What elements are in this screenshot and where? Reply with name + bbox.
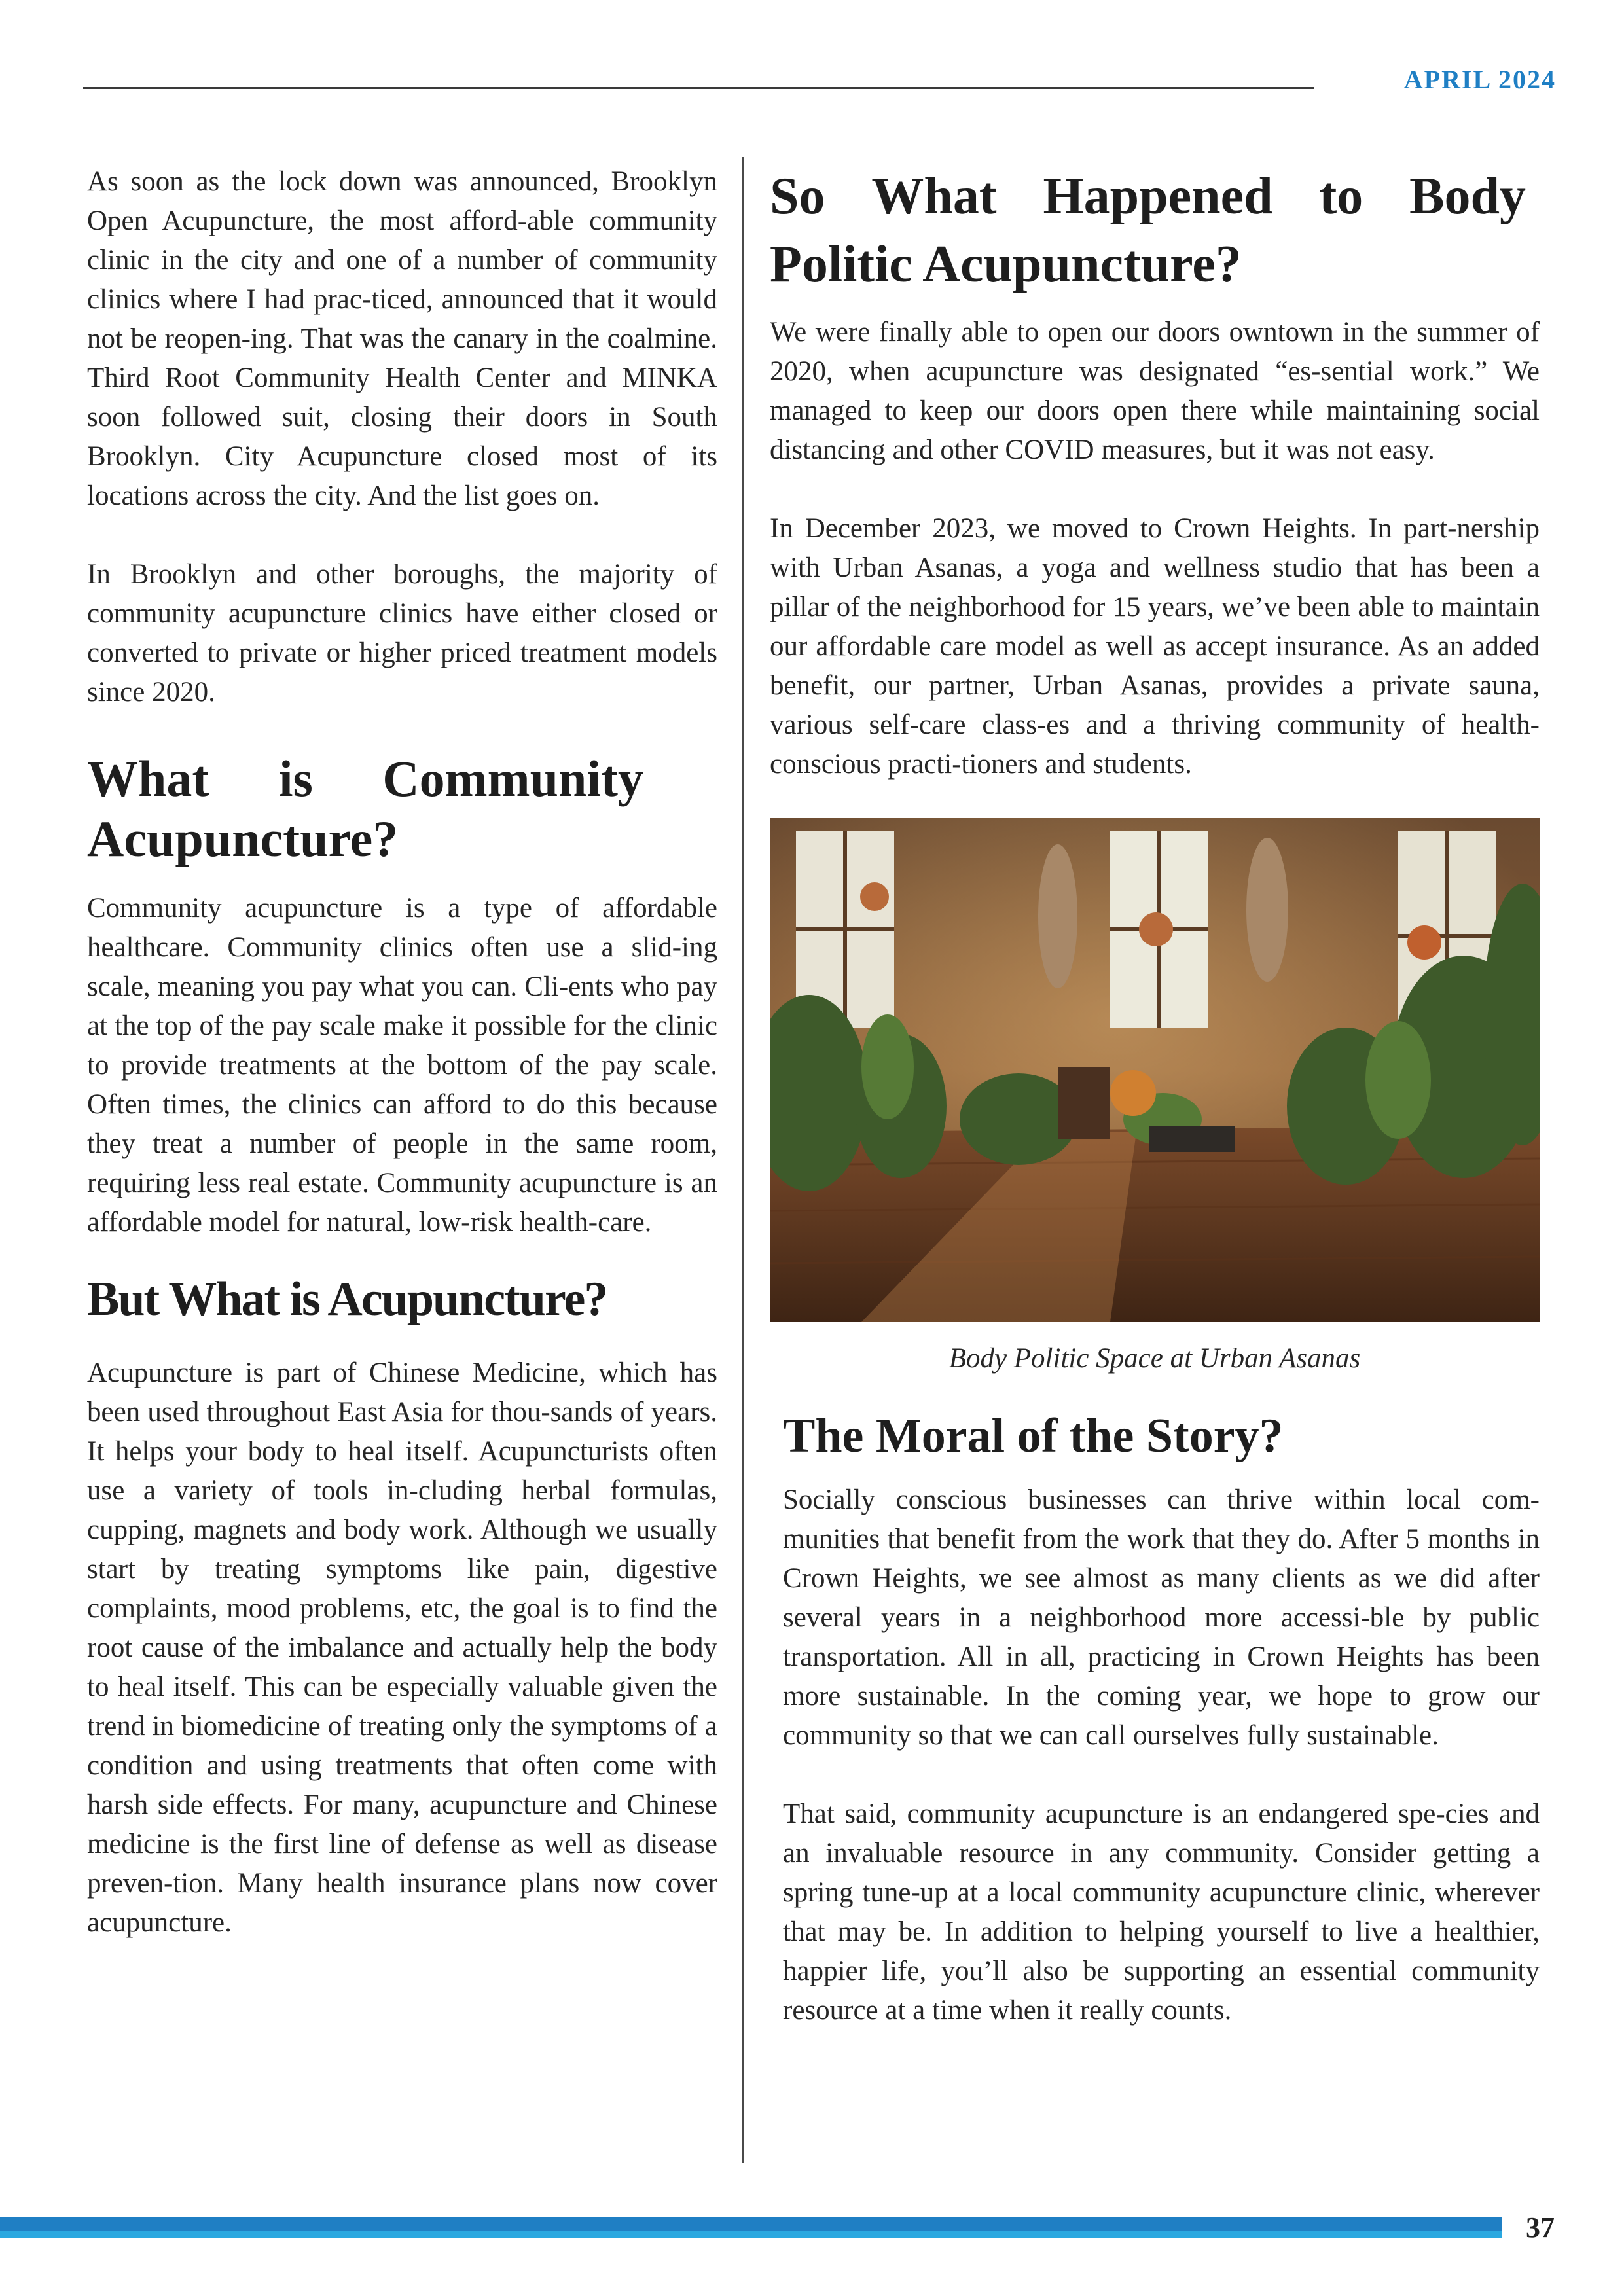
paragraph-crown-heights: In December 2023, we moved to Crown Heights. In part-nership with Urban Asanas, a yoga and wellness studio that has been a pillar of the neighborhood for 15 years, we’ve been able to maintain our affordable care model as well as accept insurance. As an added benefit, our partner, Urban Asanas, provides a private sauna, various self-care class-es and a thriving community of health-conscious practi-tioners and students. [770, 513, 1540, 780]
paragraph-lockdown: As soon as the lock down was announced, Brooklyn Open Acupuncture, the most afford-able community clinic in the city and one of a number of community clinics where I had prac-ticed, announced that it would not be reopen-ing. That was the canary in the coalmine. Third Root Community Health Center and MINKA soon followed suit, closing their doors in South Brooklyn. City Acupuncture closed most of its locations across the city. And the list goes on. [87, 166, 717, 511]
heading-word: to [1319, 168, 1363, 225]
heading-moral-of-the-story: The Moral of the Story? [783, 1409, 1284, 1463]
heading-word: Happened [1043, 168, 1273, 225]
heading-word: What [87, 750, 209, 807]
column-divider [742, 157, 744, 2163]
heading-word: What [871, 168, 997, 225]
heading-body-politic [770, 162, 1540, 298]
paragraph-acupuncture: Acupuncture is part of Chinese Medicine, which has been used throughout East Asia for thou-sands of years. It helps your body to heal itself. Acupuncturists often use a variety of tools in-cluding herbal formulas, cupping, magnets and body work. Although we usually start by treating symptoms like pain, digestive complaints, mood problems, etc, the goal is to find the root cause of the imbalance and actually help the body to heal itself. This can be especially valuable given the trend in biomedicine of treating only the symptoms of a condition and using treatments that often come with harsh side effects. For many, acupuncture and Chinese medicine is the first line of defense as well as disease preven-tion. Many health insurance plans now cover acupuncture. [87, 1357, 717, 1938]
studio-photo [770, 818, 1540, 1322]
paragraph-socially-conscious: Socially conscious businesses can thrive within local com-munities that benefit from the work that they do. After 5 months in Crown Heights, we see almost as many clients as we did after several years in a neighborhood more accessi-ble by public transportation. All in all, practicing in Crown Heights has been more sustainable. In the coming year, we hope to grow our community so that we can call ourselves fully sustainable. [783, 1484, 1540, 1751]
paragraph-boroughs: In Brooklyn and other boroughs, the majority of community acupuncture clinics have either closed or converted to private or higher priced treatment models since 2020. [87, 559, 717, 708]
heading-word: So [770, 168, 825, 225]
paragraph-reopening: We were finally able to open our doors owntown in the summer of 2020, when acupuncture was designated “es-sential work.” We managed to keep our doors open there while maintaining social distancing and other COVID measures, but it was not easy. [770, 317, 1540, 465]
photo-caption: Body Politic Space at Urban Asanas [948, 1343, 1361, 1374]
paragraph-community-acupuncture: Community acupuncture is a type of affordable healthcare. Community clinics often use a slid-ing scale, meaning you pay what you can. Cli-ents who pay at the top of the pay scale make it possible for the clinic to provide treatments at the bottom of the pay scale. Often times, the clinics can afford to do this because they treat a number of people in the same room, requiring less real estate. Community acupuncture is an affordable model for natural, low-risk health-care. [87, 893, 717, 1238]
heading-what-is-community-acupuncture [87, 749, 717, 869]
footer-bar-accent [0, 2231, 1502, 2238]
studio-photo-illustration [770, 818, 1540, 1322]
heading-word: Body [1409, 168, 1526, 225]
heading-what-is-acupuncture: But What is Acupuncture? [87, 1272, 607, 1326]
heading-word: Acupuncture? [87, 810, 399, 867]
right-column [770, 162, 1540, 2030]
page-number: 37 [1526, 2212, 1555, 2244]
header-rule [83, 87, 1314, 89]
heading-word: Community [382, 750, 643, 807]
footer-bar [0, 2217, 1502, 2231]
left-column [87, 162, 717, 1943]
heading-word: Politic Acupuncture? [770, 236, 1242, 293]
heading-word: is [278, 750, 313, 807]
issue-date: APRIL 2024 [1403, 65, 1556, 94]
paragraph-endangered-species: That said, community acupuncture is an endangered spe-cies and an invaluable resource in any community. Consider getting a spring tune-up at a local community acupuncture clinic, wherever that may be. In addition to helping yourself to live a healthier, happier life, you’ll also be supporting an essential community resource at a time when it really counts. [783, 1799, 1540, 2026]
